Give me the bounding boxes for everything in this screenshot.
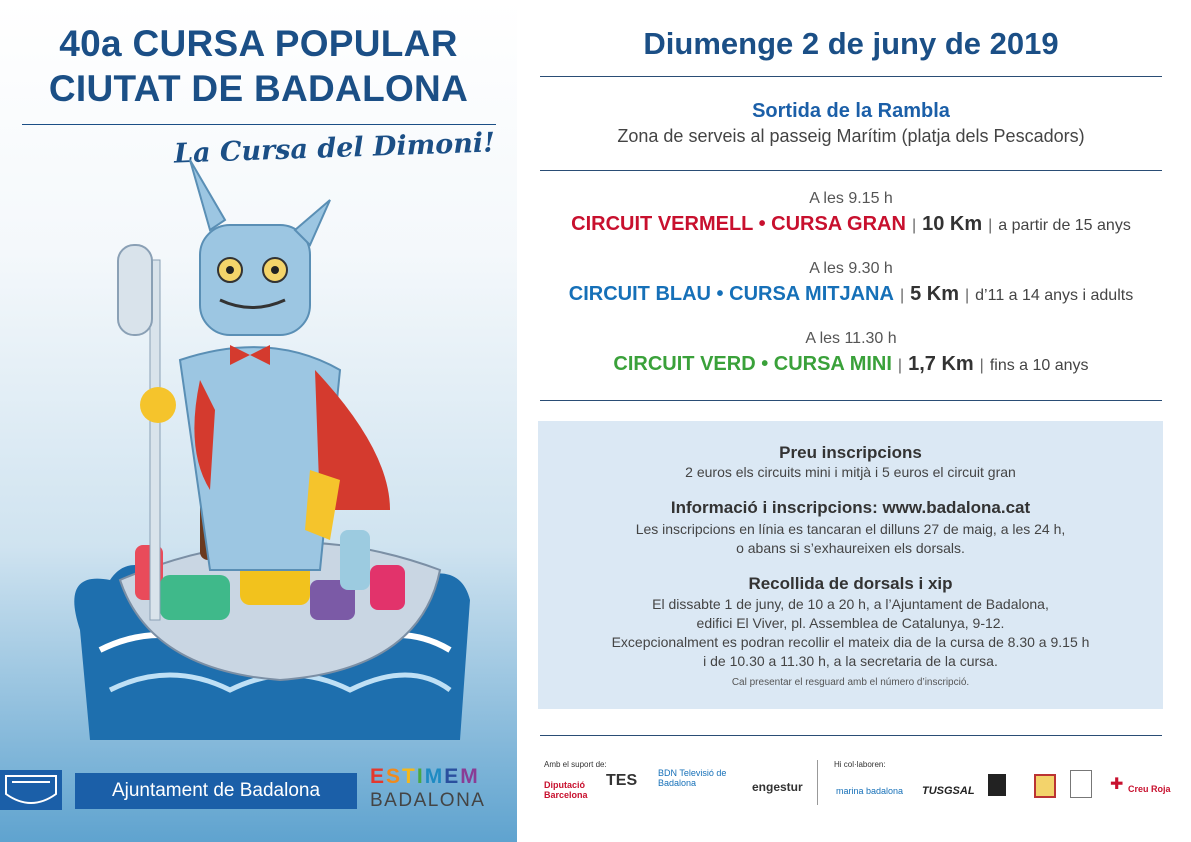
estimem-letter: E [444,765,461,788]
ajuntament-label: Ajuntament de Badalona [75,773,357,809]
divider [540,735,1162,736]
estimem-letter: S [386,765,403,788]
pickup-line: edifici El Viver, pl. Assemblea de Catalunya, 9-12. [696,615,1005,631]
race-row-blue: CIRCUIT BLAU • CURSA MITJANA | 5 Km | d’11 a 14 anys i adults [568,283,1134,305]
bdn-tv-logo: BDN Televisió de Badalona [658,768,727,788]
pickup-heading: Recollida de dorsals i xip [748,574,953,593]
estimem-letter: I [416,765,425,788]
pickup-line: Excepcionalment es podran recollir el mateix dia de la cursa de 8.30 a 9.15 h [611,634,1090,650]
race-distance: 10 Km [922,213,983,235]
tes-logo: TES [606,772,638,789]
estimem-letter: M [424,765,445,788]
estimem-logo [370,765,480,789]
event-title-line1: 40a CURSA POPULAR [59,23,458,64]
divider [540,76,1162,77]
race-name: CIRCUIT BLAU • CURSA MITJANA [568,283,894,305]
race-time: A les 11.30 h [805,330,897,347]
estimem-letter: M [460,765,480,788]
mascot-illustration [40,150,510,750]
race-time: A les 9.30 h [809,260,893,277]
engestur-logo: engestur [752,780,803,794]
university-crest-logo [988,774,1006,796]
race-row-red: CIRCUIT VERMELL • CURSA GRAN | 10 Km | a partir de 15 anys [571,213,1131,235]
info-box [538,421,1163,709]
start-location-detail: Zona de serveis al passeig Marítim (platja dels Pescadors) [617,126,1085,146]
estimem-badalona-word: BADALONA [370,790,486,811]
race-name: CIRCUIT VERMELL • CURSA GRAN [571,213,906,235]
collab-label: Hi col·laboren: [834,760,886,769]
divider [540,170,1162,171]
badalona-shield-logo [0,770,62,810]
club-crest-logo [1034,774,1056,798]
race-distance: 5 Km [910,283,959,305]
race-age: fins a 10 anys [989,357,1089,374]
title-divider [22,124,496,125]
price-text: 2 euros els circuits mini i mitjà i 5 euros el circuit gran [685,464,1016,480]
creu-roja-logo: Creu Roja [1128,784,1171,794]
start-location-heading: Sortida de la Rambla [752,100,950,122]
marina-badalona-logo: marina badalona [836,786,904,796]
red-cross-icon: ✚ [1110,776,1124,793]
race-row-green: CIRCUIT VERD • CURSA MINI | 1,7 Km | fins a 10 anys [613,353,1089,375]
event-slogan: La Cursa del Dimoni! [173,127,496,170]
divider [540,400,1162,401]
race-distance: 1,7 Km [908,353,974,375]
poster-left-panel [0,0,517,842]
info-heading: Informació i inscripcions: www.badalona.cat [670,498,1031,517]
support-label: Amb el suport de: [544,760,607,769]
sponsor-divider [817,760,818,805]
info-line: o abans si s’exhaureixen els dorsals. [736,540,965,556]
price-heading: Preu inscripcions [779,443,922,462]
race-time: A les 9.15 h [809,190,893,207]
event-title-line2: CIUTAT DE BADALONA [48,68,469,109]
pickup-line: i de 10.30 a 11.30 h, a la secretaria de la cursa. [703,653,998,669]
registration-note: Cal presentar el resguard amb el número d’inscripció. [731,677,970,688]
tusgsal-logo: TUSGSAL [922,785,975,797]
estimem-letter: E [370,765,387,788]
race-age: d’11 a 14 anys i adults [975,287,1134,304]
diputacio-logo: Diputació Barcelona [544,780,588,800]
event-date: Diumenge 2 de juny de 2019 [643,26,1059,61]
race-name: CIRCUIT VERD • CURSA MINI [613,353,892,375]
race-age: a partir de 15 anys [998,217,1131,234]
pickup-line: El dissabte 1 de juny, de 10 a 20 h, a l’Ajuntament de Badalona, [652,596,1049,612]
athletic-club-logo [1070,770,1092,798]
info-line: Les inscripcions en línia es tancaran el dilluns 27 de maig, a les 24 h, [635,521,1066,537]
estimem-letter: T [402,765,417,788]
